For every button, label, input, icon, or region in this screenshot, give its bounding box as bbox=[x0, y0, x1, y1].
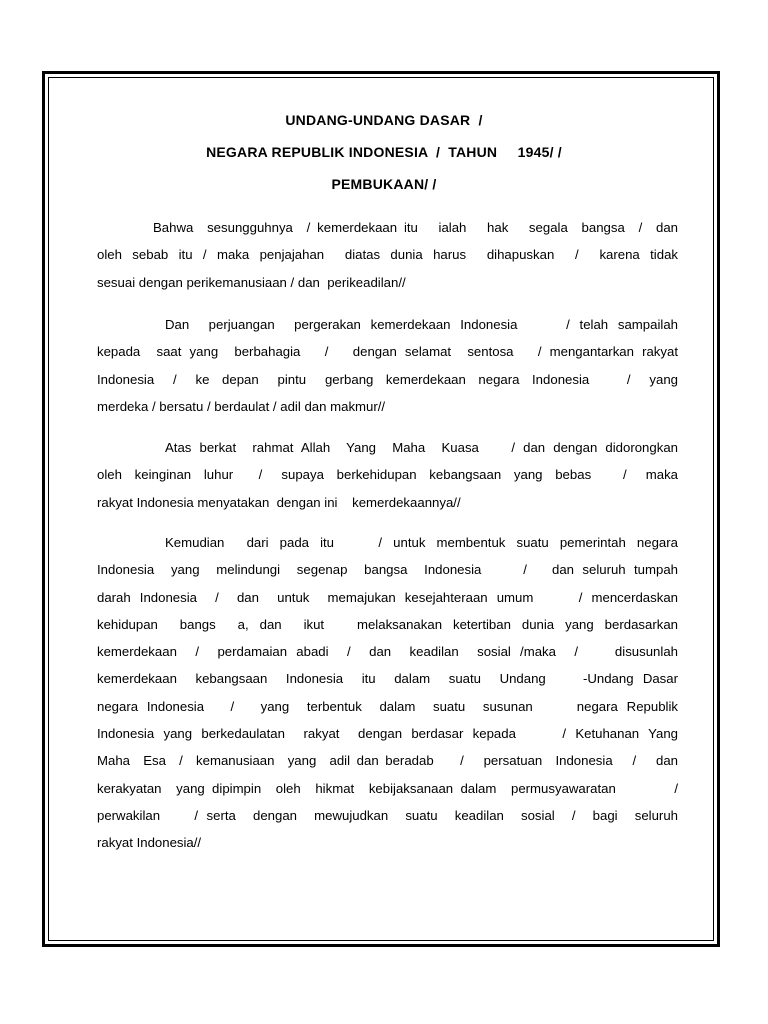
paragraph-line: Indonesia yang melindungi segenap bangsa Indonesia / dan seluruh tumpah bbox=[97, 562, 678, 578]
paragraph-1 bbox=[97, 214, 678, 296]
paragraph-line: Kemudian dari pada itu / untuk membentuk suatu pemerintah negara bbox=[165, 535, 678, 550]
paragraph-line: kemerdekaan kebangsaan Indonesia itu dalam suatu Undang -Undang Dasar bbox=[97, 671, 678, 687]
document-title: UNDANG-UNDANG DASAR / bbox=[285, 112, 483, 128]
paragraph-2 bbox=[97, 311, 678, 420]
paragraph-line: perwakilan / serta dengan mewujudkan suatu keadilan sosial / bagi seluruh bbox=[97, 807, 678, 823]
paragraph-line: Bahwa sesungguhnya / kemerdekaan itu ialah hak segala bangsa / dan bbox=[153, 220, 678, 235]
paragraph-line: rakyat Indonesia menyatakan dengan ini kemerdekaannya// bbox=[97, 494, 461, 510]
section-heading: PEMBUKAAN/ / bbox=[331, 176, 437, 192]
paragraph-line: kepada saat yang berbahagia / dengan selamat sentosa / mengantarkan rakyat bbox=[97, 344, 678, 360]
paragraph-line: oleh sebab itu / maka penjajahan diatas dunia harus dihapuskan / karena tidak bbox=[97, 247, 678, 263]
paragraph-line: kehidupan bangs a, dan ikut melaksanakan ketertiban dunia yang berdasarkan bbox=[97, 616, 678, 632]
paragraph-line: sesuai dengan perikemanusiaan / dan perikeadilan// bbox=[97, 274, 406, 290]
paragraph-line: rakyat Indonesia// bbox=[97, 835, 202, 851]
paragraph-line: Indonesia yang berkedaulatan rakyat dengan berdasar kepada / Ketuhanan Yang bbox=[97, 726, 678, 742]
paragraph-line: kemerdekaan / perdamaian abadi / dan keadilan sosial /maka / disusunlah bbox=[97, 644, 678, 660]
paragraph-3 bbox=[97, 434, 678, 516]
paragraph-line: oleh keinginan luhur / supaya berkehidupan kebangsaan yang bebas / maka bbox=[97, 467, 678, 483]
paragraph-4 bbox=[97, 529, 678, 857]
document-subtitle: NEGARA REPUBLIK INDONESIA / TAHUN 1945/ / bbox=[206, 144, 562, 160]
paragraph-line: negara Indonesia / yang terbentuk dalam suatu susunan negara Republik bbox=[97, 698, 678, 714]
paragraph-line: Indonesia / ke depan pintu gerbang kemerdekaan negara Indonesia / yang bbox=[97, 371, 678, 387]
paragraph-line: Atas berkat rahmat Allah Yang Maha Kuasa / dan dengan didorongkan bbox=[165, 440, 678, 455]
paragraph-line: Maha Esa / kemanusiaan yang adil dan beradab / persatuan Indonesia / dan bbox=[97, 753, 678, 769]
paragraph-line: merdeka / bersatu / berdaulat / adil dan makmur// bbox=[97, 398, 386, 414]
paragraph-line: darah Indonesia / dan untuk memajukan kesejahteraan umum / mencerdaskan bbox=[97, 589, 678, 605]
paragraph-line: Dan perjuangan pergerakan kemerdekaan Indonesia / telah sampailah bbox=[165, 317, 678, 332]
paragraph-line: kerakyatan yang dipimpin oleh hikmat kebijaksanaan dalam permusyawaratan / bbox=[97, 780, 678, 796]
